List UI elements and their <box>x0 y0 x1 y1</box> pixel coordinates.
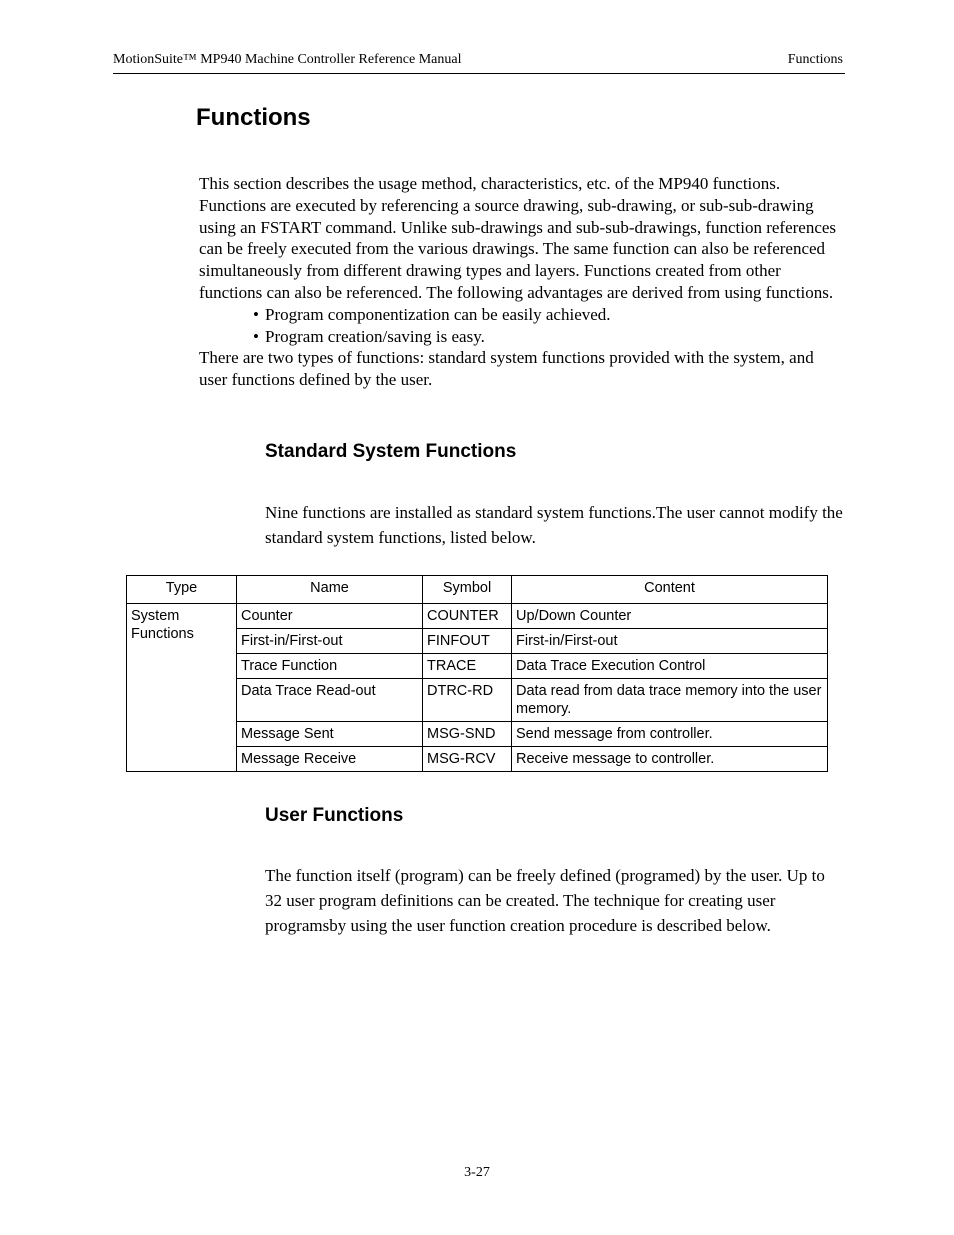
user-functions-heading: User Functions <box>265 805 404 826</box>
symbol-cell: MSG-RCV <box>423 747 512 772</box>
system-functions-table <box>126 575 828 772</box>
column-header-content: Content <box>512 576 828 604</box>
intro-section <box>199 173 844 391</box>
content-cell: Receive message to controller. <box>512 747 828 772</box>
column-header-symbol: Symbol <box>423 576 512 604</box>
bullet-icon: • <box>253 304 259 324</box>
type-cell: System Functions <box>127 604 237 772</box>
content-cell: First-in/First-out <box>512 629 828 654</box>
standard-functions-description: Nine functions are installed as standard system functions.The user cannot modify the standard system functions, listed below. <box>265 503 843 547</box>
name-cell: First-in/First-out <box>237 629 423 654</box>
name-cell: Counter <box>237 604 423 629</box>
list-item-text: Program componentization can be easily achieved. <box>265 304 611 324</box>
list-item-text: Program creation/saving is easy. <box>265 326 485 346</box>
user-functions-description: The function itself (program) can be freely defined (programed) by the user. Up to 32 user program definitions can be created. The technique for creating user programsby using the user function creation procedure is described below. <box>265 866 825 935</box>
page-number: 3-27 <box>464 1165 490 1180</box>
symbol-cell: TRACE <box>423 654 512 679</box>
column-header-name: Name <box>237 576 423 604</box>
name-cell: Message Receive <box>237 747 423 772</box>
symbol-cell: DTRC-RD <box>423 679 512 722</box>
intro-closing-paragraph: There are two types of functions: standard system functions provided with the system, and user functions defined by the user. <box>199 348 814 390</box>
list-item <box>199 326 844 348</box>
list-item <box>199 304 844 326</box>
symbol-cell: MSG-SND <box>423 722 512 747</box>
name-cell: Message Sent <box>237 722 423 747</box>
bullet-icon: • <box>253 326 259 346</box>
table-header-row <box>127 576 828 604</box>
content-cell: Send message from controller. <box>512 722 828 747</box>
header-section-title: Functions <box>787 52 843 67</box>
content-cell: Data read from data trace memory into the user memory. <box>512 679 828 722</box>
intro-paragraph: This section describes the usage method, characteristics, etc. of the MP940 functions. Functions are executed by referencing a source drawing, sub-drawing, or sub-sub-drawing using an FSTART command. Unlike sub-drawings and sub-sub-drawings, function references can be freely executed from the various drawings. The same function can also be referenced simultaneously from different drawing types and layers. Functions created from other functions can also be referenced. The following advantages are derived from using functions. <box>199 174 837 302</box>
standard-functions-heading: Standard System Functions <box>265 441 517 462</box>
name-cell: Trace Function <box>237 654 423 679</box>
table-row <box>127 604 828 629</box>
advantages-list <box>199 304 844 348</box>
header-manual-title: MotionSuite™ MP940 Machine Controller Reference Manual <box>113 52 462 67</box>
symbol-cell: FINFOUT <box>423 629 512 654</box>
content-cell: Up/Down Counter <box>512 604 828 629</box>
page-title: Functions <box>196 104 311 131</box>
symbol-cell: COUNTER <box>423 604 512 629</box>
running-header <box>113 52 845 74</box>
name-cell: Data Trace Read-out <box>237 679 423 722</box>
column-header-type: Type <box>127 576 237 604</box>
content-cell: Data Trace Execution Control <box>512 654 828 679</box>
